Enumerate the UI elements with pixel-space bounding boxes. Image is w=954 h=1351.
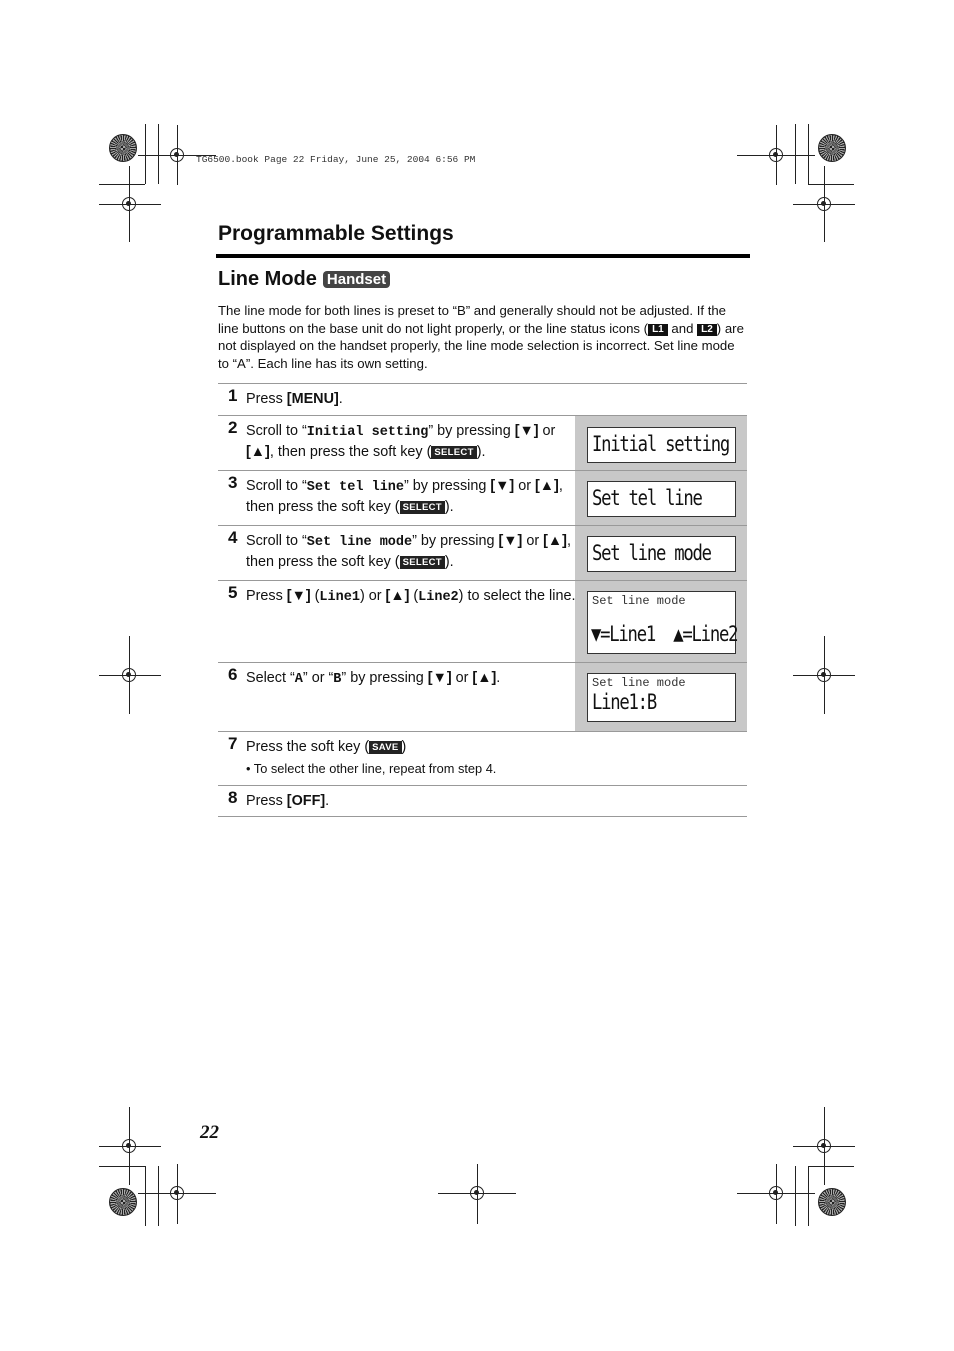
registration-rosette-icon: [818, 1188, 846, 1216]
up-arrow-icon: ▲: [673, 622, 683, 646]
line2-label: Line2: [418, 590, 459, 605]
step-number: 8: [228, 788, 238, 807]
down-key: [▼]: [498, 533, 523, 549]
step-text: .: [496, 670, 501, 686]
display-panel: [575, 663, 747, 731]
line1-status-icon: L1: [648, 324, 668, 336]
display-line-options: [591, 622, 737, 646]
crosshair-icon: [122, 197, 136, 211]
step-number: 2: [228, 418, 238, 437]
step-instruction: [246, 532, 576, 572]
mode-b-label: B: [333, 672, 342, 687]
step-instruction: [246, 422, 576, 462]
handset-display: [587, 591, 736, 654]
intro-text: The line mode for both lines is preset to “B” and generally should not be adjusted. If the line buttons on the base unit do not light properly, or the line status icons (: [218, 303, 727, 336]
line2-status-icon: L2: [697, 324, 717, 336]
step-instruction: [246, 477, 576, 517]
book-file-header: TG6500.book Page 22 Friday, June 25, 2004 6:56 PM: [196, 154, 476, 165]
step-text: .: [325, 793, 330, 809]
menu-item-name: Initial setting: [306, 425, 429, 440]
crosshair-icon: [122, 1139, 136, 1153]
step-row: [218, 580, 747, 662]
up-key: [▲]: [385, 588, 410, 604]
step-number: 7: [228, 734, 238, 753]
crosshair-icon: [470, 1186, 484, 1200]
down-key: [▼]: [286, 588, 311, 604]
step-text: ).: [444, 498, 454, 515]
crosshair-icon: [122, 668, 136, 682]
menu-key: [MENU]: [286, 391, 339, 407]
subsection-heading: [218, 268, 390, 291]
display-panel: [575, 526, 747, 580]
display-panel: [575, 471, 747, 525]
select-softkey-icon: SELECT: [400, 501, 445, 514]
up-key: [▲]: [535, 478, 559, 494]
step-text: , then press the soft key (: [269, 443, 432, 460]
display-panel: [575, 416, 747, 470]
handset-display: [587, 481, 736, 517]
step-row: [218, 525, 747, 580]
display-text: =Line1: [600, 622, 655, 646]
step-instruction: [246, 792, 726, 812]
registration-rosette-icon: [109, 1188, 137, 1216]
step-text: ” by pressing: [404, 478, 491, 494]
crosshair-icon: [817, 1139, 831, 1153]
step-text: ” or “: [302, 670, 334, 686]
step-number: 1: [228, 386, 238, 405]
intro-paragraph: [218, 302, 748, 372]
section-rule: [216, 254, 750, 258]
menu-item-name: Set tel line: [306, 480, 404, 495]
step-text: or: [451, 670, 473, 686]
step-instruction: [246, 738, 726, 758]
registration-rosette-icon: [109, 134, 137, 162]
crosshair-icon: [170, 1186, 184, 1200]
handset-badge: Handset: [323, 271, 390, 288]
step-text: Press: [246, 793, 287, 809]
down-key: [▼]: [514, 423, 539, 439]
step-text: Press the soft key (: [246, 739, 370, 755]
display-text: Set tel line: [592, 486, 702, 510]
step-text: or: [538, 423, 556, 439]
step-number: 5: [228, 583, 238, 602]
page-number: 22: [200, 1122, 219, 1143]
step-text: Scroll to “: [246, 478, 307, 494]
down-key: [▼]: [427, 670, 452, 686]
step-instruction: [246, 390, 726, 410]
handset-display: [587, 673, 736, 722]
step-text: .: [338, 391, 343, 407]
registration-rosette-icon: [818, 134, 846, 162]
select-softkey-icon: SELECT: [400, 556, 445, 569]
intro-text: ) are not displayed on the handset properly, the line mode selection is incorrect. Set line mode to “A”. Each line has its own setting.: [218, 320, 744, 371]
step-text: or: [514, 478, 536, 494]
step-text: Press: [246, 391, 287, 407]
step-text: , then press the soft key (: [246, 533, 571, 570]
step-instruction: [246, 669, 576, 690]
select-softkey-icon: SELECT: [431, 446, 476, 459]
up-key: [▲]: [472, 670, 497, 686]
step-text: Scroll to “: [246, 423, 307, 439]
handset-display: [587, 427, 736, 463]
display-text: Set line mode: [592, 541, 711, 565]
handset-display: [587, 536, 736, 572]
step-number: 4: [228, 528, 238, 547]
line1-label: Line1: [319, 590, 360, 605]
display-header: Set line mode: [592, 676, 686, 690]
step-row: [218, 383, 747, 415]
step-text: , then press the soft key (: [246, 478, 563, 515]
save-softkey-icon: SAVE: [369, 741, 401, 754]
display-text: =Line2: [682, 622, 738, 646]
step-text: Scroll to “: [246, 533, 307, 549]
subsection-title: Line Mode: [218, 268, 317, 290]
display-text: Initial setting: [592, 432, 730, 456]
mode-a-label: A: [294, 672, 303, 687]
step-row: [218, 785, 747, 817]
up-key: [▲]: [543, 533, 567, 549]
crosshair-icon: [817, 197, 831, 211]
crosshair-icon: [769, 148, 783, 162]
step-text: or: [522, 533, 544, 549]
step-note: • To select the other line, repeat from step 4.: [246, 761, 497, 776]
off-key: [OFF]: [286, 793, 326, 809]
display-panel: [575, 581, 747, 662]
step-row: [218, 470, 747, 525]
step-text: ) to select the line.: [458, 588, 576, 604]
up-key: [▲]: [246, 443, 270, 460]
down-key: [▼]: [490, 478, 515, 494]
step-row: [218, 415, 747, 470]
crosshair-icon: [170, 148, 184, 162]
step-text: Select “: [246, 670, 295, 686]
display-header: Set line mode: [592, 594, 686, 608]
step-row: [218, 662, 747, 731]
step-number: 6: [228, 665, 238, 684]
down-arrow-icon: ▼: [591, 622, 601, 646]
step-text: ” by pressing: [428, 423, 515, 439]
section-title: Programmable Settings: [218, 222, 454, 245]
step-number: 3: [228, 473, 238, 492]
step-text: ) or: [359, 588, 386, 604]
step-text: Press: [246, 588, 287, 604]
step-text: ” by pressing: [412, 533, 499, 549]
step-instruction: Press [▼] (Line1) or [▲] (Line2) to select the line.: [246, 588, 576, 605]
crosshair-icon: [769, 1186, 783, 1200]
step-text: ” by pressing: [341, 670, 428, 686]
intro-text: and: [671, 320, 694, 336]
step-row: [218, 731, 747, 785]
step-text: ).: [444, 553, 454, 570]
menu-item-name: Set line mode: [306, 535, 413, 550]
step-text: ).: [476, 443, 486, 460]
display-text: Line1:B: [592, 690, 656, 714]
crosshair-icon: [817, 668, 831, 682]
step-text: ): [401, 739, 407, 755]
